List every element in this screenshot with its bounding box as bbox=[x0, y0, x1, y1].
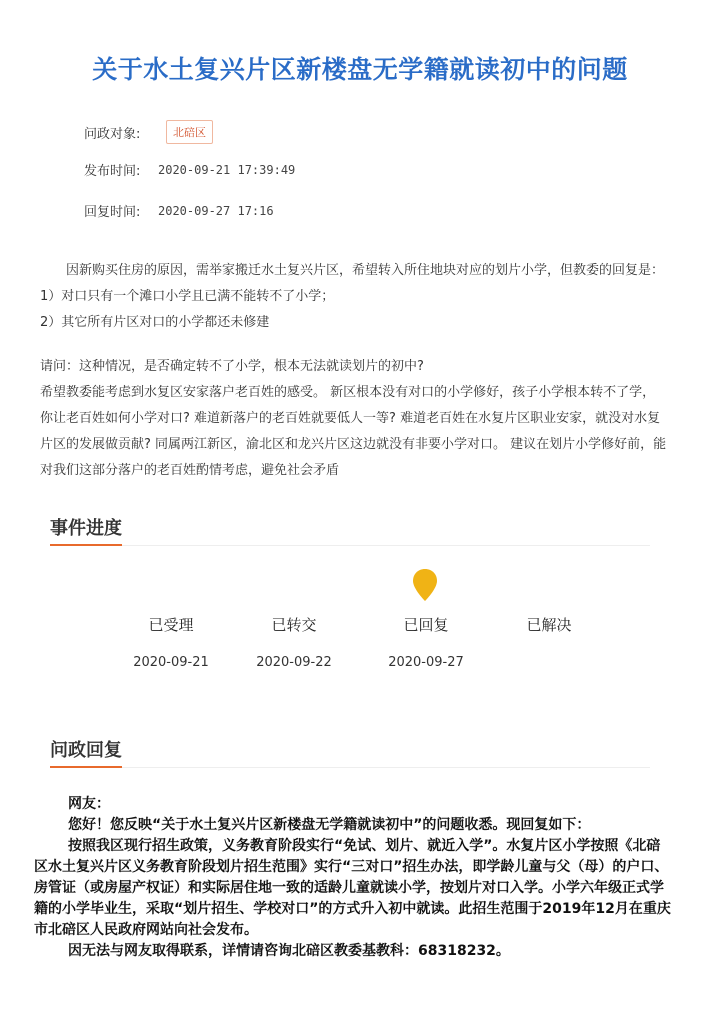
step-name: 已解决 bbox=[526, 616, 572, 634]
section-underline bbox=[50, 544, 122, 546]
reply-paragraph: 您好！您反映“关于水土复兴片区新楼盘无学籍就读初中”的问题收悉。现回复如下： bbox=[68, 817, 591, 833]
meta-reply-row bbox=[84, 201, 274, 220]
reply-time-label: 回复时间: bbox=[84, 205, 141, 220]
reply-body bbox=[34, 794, 674, 962]
reply-time: 2020-09-27 17:16 bbox=[158, 203, 274, 218]
meta-publish-row bbox=[84, 160, 295, 179]
question-paragraph: 因新购买住房的原因，需举家搬迁水土复兴片区，希望转入所住地块对应的划片小学，但教委的回复是： bbox=[66, 263, 665, 278]
target-tag[interactable]: 北碚区 bbox=[166, 120, 213, 144]
meta-target-row bbox=[84, 120, 213, 144]
map-pin-icon bbox=[412, 568, 438, 602]
step-name: 已受理 bbox=[148, 616, 194, 634]
question-item-1: 1）对口只有一个滩口小学且已满不能转不了小学； bbox=[40, 289, 335, 304]
divider bbox=[50, 767, 650, 768]
progress-step bbox=[239, 614, 349, 670]
divider bbox=[50, 545, 650, 546]
step-name: 已回复 bbox=[403, 616, 449, 634]
step-date: 2020-09-22 bbox=[256, 655, 332, 670]
question-suggestion: 希望教委能考虑到水复区安家落户老百姓的感受。 新区根本没有对口的小学修好，孩子小学根本转不了学，你让老百姓如何小学对口? 难道新落户的老百姓就要低人一等? 难道老百姓在水复片区职业安家，就没对水复片区的发展做贡献? 同属两江新区，渝北区和龙兴片区这边就没有非要小学对口。 建议在划片小学修好前，能对我们这部分落户的老百姓酌情考虑，避免社会矛盾 bbox=[40, 385, 667, 478]
progress-step bbox=[494, 614, 604, 655]
reply-section-title: 问政回复 bbox=[50, 740, 122, 761]
question-item-2: 2）其它所有片区对口的小学都还未修建 bbox=[40, 315, 270, 330]
question-ask: 请问：这种情况，是否确定转不了小学，根本无法就读划片的初中? bbox=[40, 359, 424, 374]
reply-greeting: 网友： bbox=[68, 796, 110, 812]
step-date: 2020-09-21 bbox=[133, 655, 209, 670]
step-name: 已转交 bbox=[271, 616, 317, 634]
page-title: 关于水土复兴片区新楼盘无学籍就读初中的问题 bbox=[92, 55, 628, 84]
reply-paragraph: 因无法与网友取得联系，详情请咨询北碚区教委基教科：68318232。 bbox=[68, 943, 510, 959]
step-date: 2020-09-27 bbox=[388, 655, 464, 670]
question-body bbox=[40, 258, 668, 484]
progress-section-title: 事件进度 bbox=[50, 518, 122, 539]
progress-step bbox=[116, 614, 226, 670]
target-label: 问政对象: bbox=[84, 126, 141, 142]
progress-step bbox=[371, 614, 481, 670]
publish-label: 发布时间: bbox=[84, 164, 141, 179]
section-underline bbox=[50, 766, 122, 768]
reply-paragraph: 按照我区现行招生政策，义务教育阶段实行“免试、划片、就近入学”。水复片区小学按照《北碚区水土复兴片区义务教育阶段划片招生范围》实行“三对口”招生办法，即学龄儿童与父（母）的户口、房管证（或房屋产权证）和实际居住地一致的适龄儿童就读小学，按划片对口入学。小学六年级正式学籍的小学毕业生，采取“划片招生、学校对口”的方式升入初中就读。此招生范围于2019年12月在重庆市北碚区人民政府网站向社会发布。 bbox=[34, 838, 671, 938]
publish-time: 2020-09-21 17:39:49 bbox=[158, 162, 296, 177]
